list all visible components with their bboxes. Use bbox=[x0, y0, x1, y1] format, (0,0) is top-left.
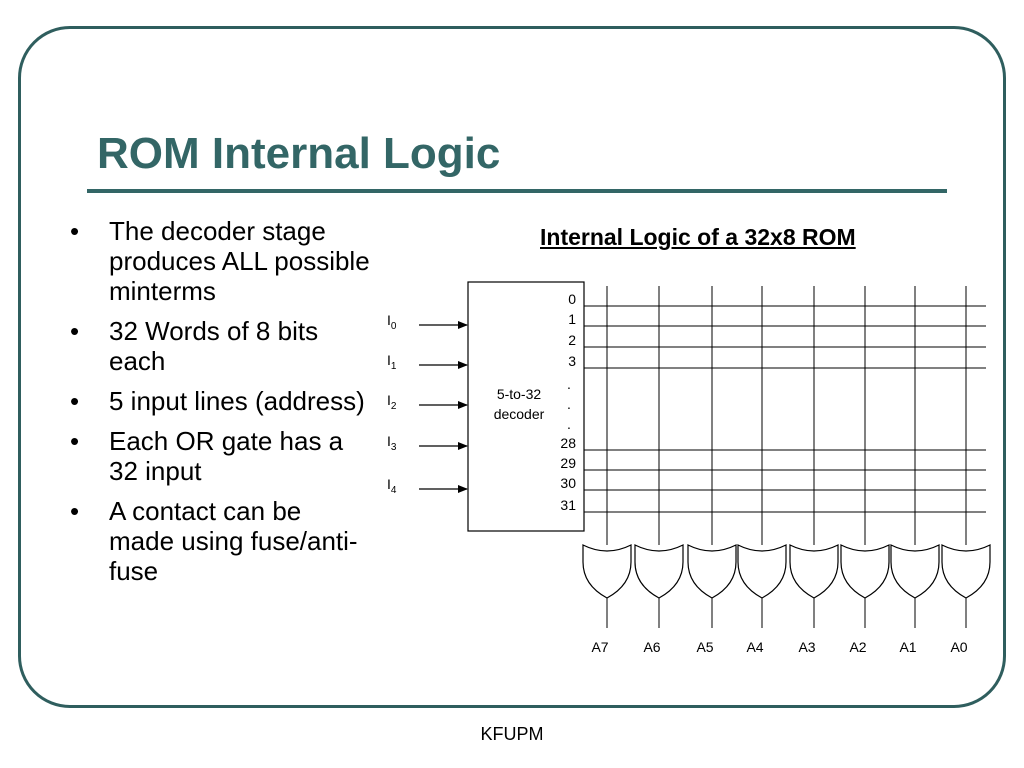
or-gate bbox=[688, 545, 736, 598]
or-gate bbox=[738, 545, 786, 598]
figure-title: Internal Logic of a 32x8 ROM bbox=[540, 224, 856, 250]
minterm-label: 31 bbox=[560, 497, 576, 513]
bullet-icon: • bbox=[70, 316, 80, 346]
or-gate bbox=[891, 545, 939, 598]
or-gate bbox=[583, 545, 631, 598]
input-label: $I_2$ bbox=[387, 392, 397, 412]
output-label: A0 bbox=[950, 639, 968, 655]
output-label: A1 bbox=[899, 639, 917, 655]
minterm-label: 28 bbox=[560, 435, 576, 451]
or-gate bbox=[635, 545, 683, 598]
bullet-icon: • bbox=[70, 426, 80, 456]
input-label: $I_4$ bbox=[387, 476, 397, 496]
bullet-icon: • bbox=[70, 216, 80, 246]
minterm-label: 1 bbox=[568, 311, 576, 327]
decoder-label-line2: decoder bbox=[493, 406, 545, 422]
bullet-text: 32 Words of 8 bits each bbox=[109, 316, 319, 376]
slide-footer: KFUPM bbox=[480, 724, 544, 744]
ellipsis-dot: . bbox=[567, 376, 571, 392]
minterm-label: 0 bbox=[568, 291, 576, 307]
minterm-label: 3 bbox=[568, 353, 576, 369]
input-label: $I_1$ bbox=[387, 352, 397, 372]
output-label: A5 bbox=[696, 639, 714, 655]
output-label: A2 bbox=[849, 639, 867, 655]
bullet-text: Each OR gate has a 32 input bbox=[109, 426, 344, 486]
slide-title: ROM Internal Logic bbox=[97, 129, 501, 178]
minterm-label: 2 bbox=[568, 332, 576, 348]
or-gate bbox=[942, 545, 990, 598]
bullet-text: A contact can be made using fuse/anti-fuse bbox=[109, 496, 358, 586]
input-label: $I_0$ bbox=[387, 312, 397, 332]
output-label: A3 bbox=[798, 639, 816, 655]
ellipsis-dot: . bbox=[567, 396, 571, 412]
bullet-icon: • bbox=[70, 386, 80, 416]
decoder-label-line1: 5-to-32 bbox=[496, 386, 542, 402]
output-label: A4 bbox=[746, 639, 764, 655]
or-gate bbox=[841, 545, 889, 598]
bullet-text: 5 input lines (address) bbox=[109, 386, 365, 416]
bullet-icon: • bbox=[70, 496, 80, 526]
minterm-label: 30 bbox=[560, 475, 576, 491]
output-label: A7 bbox=[591, 639, 609, 655]
bullet-text: The decoder stage produces ALL possible minterms bbox=[109, 216, 370, 306]
ellipsis-dot: . bbox=[567, 416, 571, 432]
output-label: A6 bbox=[643, 639, 661, 655]
or-gate bbox=[790, 545, 838, 598]
input-label: $I_3$ bbox=[387, 433, 397, 453]
minterm-label: 29 bbox=[560, 455, 576, 471]
